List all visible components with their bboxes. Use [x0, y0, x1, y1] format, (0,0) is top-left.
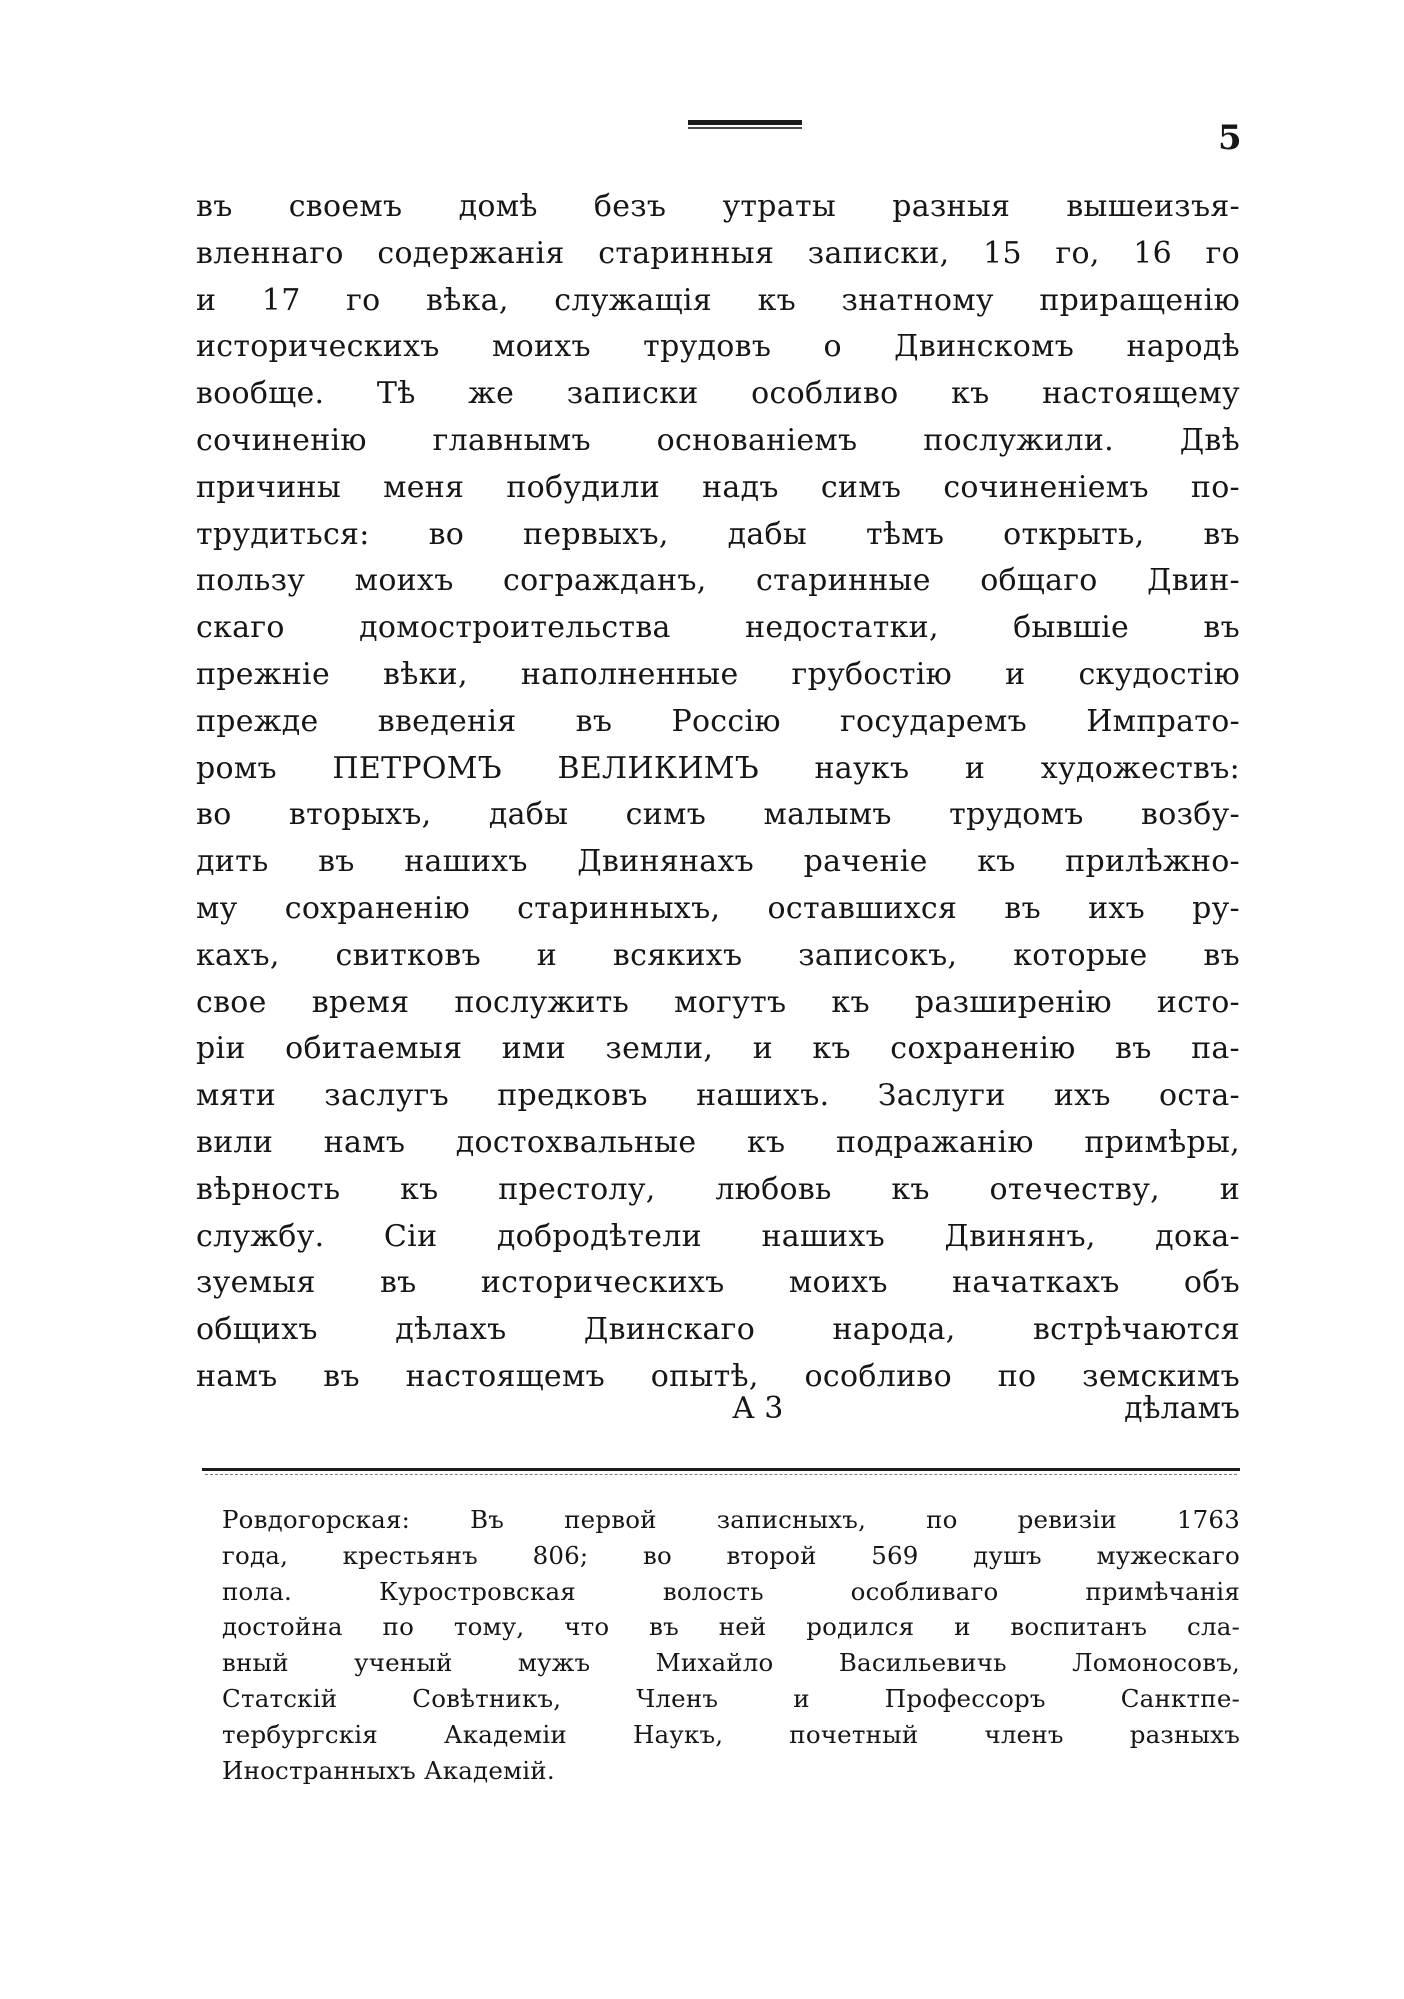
text-line: причины меня побудили надъ симъ сочиненіемъ по- — [196, 469, 1240, 505]
text-line: вленнаго содержанія старинныя записки, 15 го, 16 го — [196, 235, 1240, 271]
text-line: вообще. Тѣ же записки особливо къ настоящему — [196, 376, 1240, 412]
footnote-line: вный ученый мужъ Михайло Васильевичь Ломоносовъ, — [222, 1648, 1240, 1678]
footnote-line: Ровдогорская: Въ первой записныхъ, по ревизіи 1763 — [222, 1505, 1240, 1534]
text-line: му сохраненію старинныхъ, оставшихся въ ихъ ру- — [196, 890, 1240, 926]
catchword-row — [196, 1386, 1240, 1432]
footnote-line: достойна по тому, что въ ней родился и воспитанъ сла- — [222, 1612, 1240, 1642]
catchword: дѣламъ — [1124, 1391, 1240, 1426]
header-ornament — [688, 120, 802, 132]
text-line: во вторыхъ, дабы симъ малымъ трудомъ возбу- — [196, 797, 1240, 833]
text-line: свое время послужить могутъ къ разширенію исто- — [196, 984, 1240, 1020]
text-line: пользу моихъ согражданъ, старинные общаго Двин- — [196, 563, 1240, 599]
text-line: кахъ, свитковъ и всякихъ записокъ, которые въ — [196, 937, 1240, 973]
footnote-line: тербургскія Академіи Наукъ, почетный членъ разныхъ — [222, 1719, 1240, 1749]
text-line: зуемыя въ историческихъ моихъ начаткахъ объ — [196, 1265, 1240, 1301]
main-text — [196, 184, 1240, 1401]
footnote-line: Статскій Совѣтникъ, Членъ и Профессоръ Санктпе- — [222, 1683, 1240, 1713]
text-line: прежде введенія въ Россію государемъ Импрато- — [196, 703, 1240, 739]
footnote-line: года, крестьянъ 806; во второй 569 душъ мужескаго — [222, 1540, 1240, 1570]
text-line: общихъ дѣлахъ Двинскаго народа, встрѣчаются — [196, 1312, 1240, 1348]
text-line: ромъ ПЕТРОМЪ ВЕЛИКИМЪ наукъ и художествъ: — [196, 750, 1240, 786]
text-line: скаго домостроительства недостатки, бывшіе въ — [196, 610, 1240, 646]
text-line: намъ въ настоящемъ опытѣ, особливо по земскимъ — [196, 1358, 1240, 1394]
text-line: службу. Сіи добродѣтели нашихъ Двинянъ, дока- — [196, 1218, 1240, 1254]
footnote-line: пола. Куростровская волость особливаго примѣчанія — [222, 1576, 1240, 1606]
footnote — [222, 1502, 1240, 1788]
footnote-line: Иностранныхъ Академій. — [222, 1755, 555, 1785]
page-number: 5 — [1218, 118, 1242, 158]
text-line: и 17 го вѣка, служащія къ знатному приращенію — [196, 282, 1240, 318]
text-line: дить въ нашихъ Двинянахъ раченіе къ прилѣжно- — [196, 844, 1240, 880]
signature-mark: А 3 — [732, 1391, 784, 1426]
text-line: вили намъ достохвальные къ подражанію примѣры, — [196, 1124, 1240, 1160]
text-line: историческихъ моихъ трудовъ о Двинскомъ народѣ — [196, 329, 1240, 365]
text-line: ріи обитаемыя ими земли, и къ сохраненію въ па- — [196, 1031, 1240, 1067]
text-line: въ своемъ домѣ безъ утраты разныя вышеизъя- — [196, 189, 1240, 224]
text-line: вѣрность къ престолу, любовь къ отечеству, и — [196, 1171, 1240, 1207]
text-line: трудиться: во первыхъ, дабы тѣмъ открыть, въ — [196, 516, 1240, 552]
text-line: прежніе вѣки, наполненные грубостію и скудостію — [196, 656, 1240, 692]
text-line: сочиненію главнымъ основаніемъ послужили. Двѣ — [196, 422, 1240, 458]
footnote-divider — [202, 1468, 1240, 1471]
text-line: мяти заслугъ предковъ нашихъ. Заслуги ихъ оста- — [196, 1078, 1240, 1114]
footnote-divider-secondary — [205, 1474, 1237, 1475]
